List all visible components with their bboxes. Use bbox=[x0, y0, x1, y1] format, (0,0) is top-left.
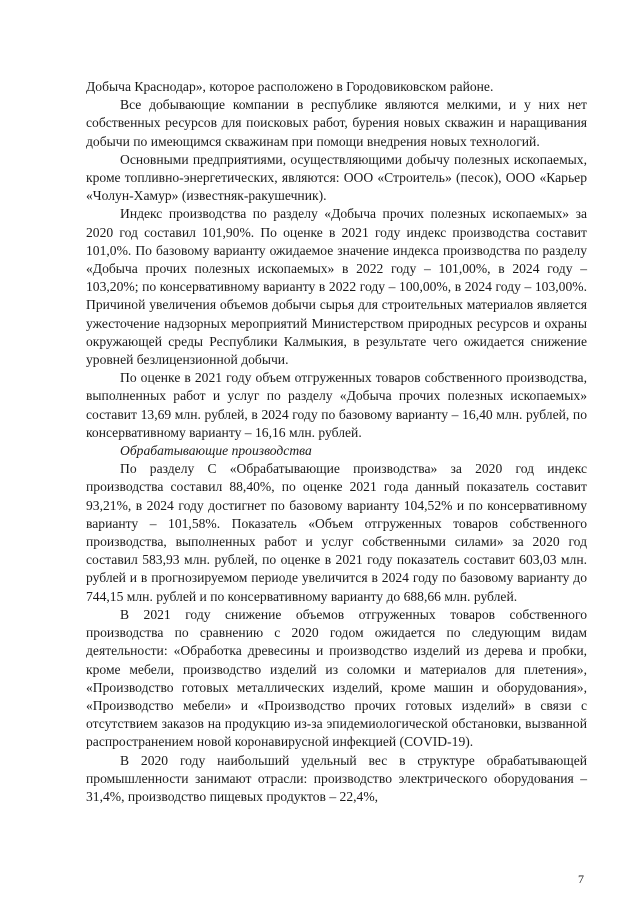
section-heading-manufacturing: Обрабатывающие производства bbox=[120, 443, 312, 459]
paragraph-industry-structure: В 2020 году наибольший удельный вес в структуре обрабатывающей промышленности занимают отрасли: производство электрического оборудования – 31,4%, производство пищевых продуктов – 22,4%, bbox=[86, 752, 587, 804]
document-body bbox=[86, 78, 587, 806]
paragraph-production-index-mining: Индекс производства по разделу «Добыча прочих полезных ископаемых» за 2020 год составил 101,90%. По оценке в 2021 году индекс производства составит 101,0%. По базовому варианту ожидаемое значение индекса производства по разделу «Добыча прочих полезных ископаемых» в 2022 году – 101,00%, в 2024 году – 103,20%; по консервативному варианту в 2022 году – 100,00%, в 2024 году – 103,00%. Причиной увеличения объемов добычи сырья для строительных материалов является ужесточение надзорных мероприятий Министерством природных ресурсов и охраны окружающей среды Республики Калмыкия, в результате чего ожидается снижение уровней безлицензионной добычи. bbox=[86, 206, 587, 368]
paragraph-main-enterprises: Основными предприятиями, осуществляющими добычу полезных ископаемых, кроме топливно-энергетических, являются: ООО «Строитель» (песок), ООО «Карьер «Чолун-Хамур» (известняк-ракушечник). bbox=[86, 151, 587, 204]
paragraph-manufacturing-index: По разделу С «Обрабатывающие производства» за 2020 год индекс производства составил 88,40%, по оценке 2021 года данный показатель составит 93,21%, в 2024 году достигнет по базовому варианту 104,52% и по консервативному варианту – 101,58%. Показатель «Объем отгруженных товаров собственного производства, выполненных работ и услуг собственными силами» за 2020 год составил 583,93 млн. рублей, по оценке в 2021 году показатель составит 603,03 млн. рублей и в прогнозируемом периоде увеличится в 2024 году по базовому варианту до 744,15 млн. рублей и по консервативному варианту до 688,66 млн. рублей. bbox=[86, 461, 587, 604]
page-number: 7 bbox=[578, 872, 584, 886]
paragraph-mining-companies: Все добывающие компании в республике являются мелкими, и у них нет собственных ресурсов для поисковых работ, бурения новых скважин и наращивания добычи по имеющимся скважинам при помощи внедрения новых технологий. bbox=[86, 97, 587, 149]
paragraph-shipped-goods-mining: По оценке в 2021 году объем отгруженных товаров собственного производства, выполненных работ и услуг по разделу «Добыча прочих полезных ископаемых» составит 13,69 млн. рублей, в 2024 году по базовому варианту – 16,40 млн. рублей, по консервативному варианту – 16,16 млн. рублей. bbox=[86, 370, 587, 440]
paragraph-decline-2021: В 2021 году снижение объемов отгруженных товаров собственного производства по сравнению с 2020 годом ожидается по следующим видам деятельности: «Обработка древесины и производство изделий из дерева и пробки, кроме мебели, производство изделий из соломки и материалов для плетения», «Производство готовых металлических изделий, кроме машин и оборудования», «Производство мебели» и «Производство прочих готовых изделий» в связи с отсутствием заказов на продукцию из-за эпидемиологической обстановки, вызванной распространением новой коронавирусной инфекцией (COVID-19). bbox=[86, 606, 587, 750]
paragraph-continuation: Добыча Краснодар», которое расположено в Городовиковском районе. bbox=[86, 79, 494, 94]
